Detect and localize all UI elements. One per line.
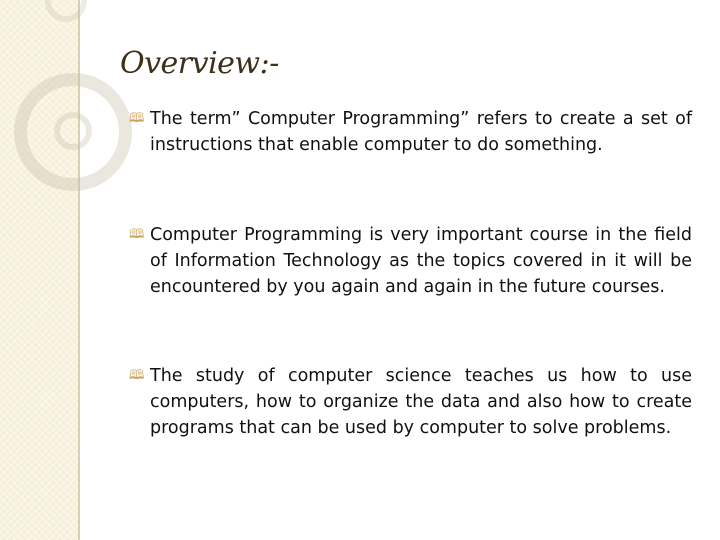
bullet-item bbox=[126, 363, 692, 441]
open-book-icon: 🕮 bbox=[129, 111, 145, 126]
decorative-ring-inner bbox=[54, 112, 92, 150]
open-book-icon: 🕮 bbox=[129, 227, 145, 242]
bullet-text: Computer Programming is very important course in the field of Information Technology as the topics covered in it will be encountered by you again and again in the future courses. bbox=[150, 225, 692, 297]
open-book-icon: 🕮 bbox=[129, 368, 145, 383]
bullet-item bbox=[126, 222, 692, 300]
bullet-text: The study of computer science teaches us how to use computers, how to organize the data and also how to create programs that can be used by computer to solve problems. bbox=[150, 366, 692, 438]
bullet-item bbox=[126, 106, 692, 158]
bullet-text: The term” Computer Programming” refers to create a set of instructions that enable computer to do something. bbox=[150, 109, 692, 155]
slide-title: Overview:- bbox=[120, 46, 279, 81]
